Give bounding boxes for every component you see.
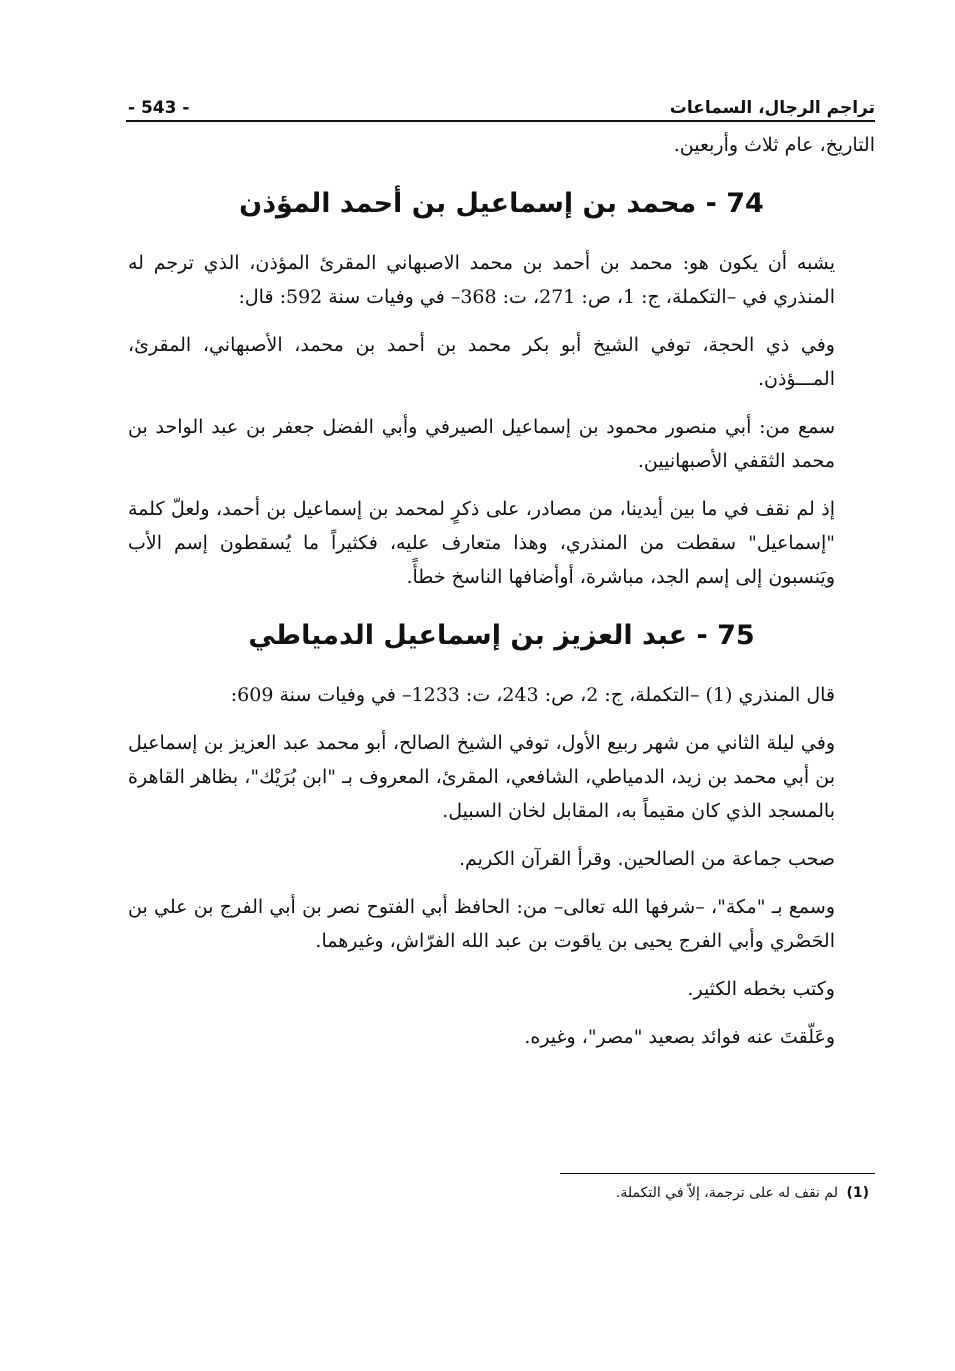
carry-over-line: التاريخ، عام ثلاث وأربعين. <box>673 134 875 156</box>
entry-74-heading: 74 - محمد بن إسماعيل بن أحمد المؤذن <box>239 188 764 219</box>
entry-74-paragraph-2: وفي ذي الحجة، توفي الشيخ أبو بكر محمد بن أحمد بن محمد، الأصبهاني، المقرئ، المـــؤذن. <box>128 334 835 390</box>
running-head <box>128 84 875 118</box>
entry-75-heading: 75 - عبد العزيز بن إسماعيل الدمياطي <box>248 620 755 651</box>
page-body <box>128 122 875 1054</box>
footnote-mark: (1) <box>846 1185 869 1201</box>
entry-74-paragraph-1: يشبه أن يكون هو: محمد بن أحمد بن محمد الاصبهاني المقرئ المؤذن، الذي ترجم له المنذري في –التكملة، ج: 1، ص: 271، ت: 368– في وفيات سنة 592: قال: <box>128 252 835 308</box>
page-number: - 543 - <box>128 98 190 118</box>
running-title: تراجم الرجال، السماعات <box>669 98 875 118</box>
entry-74-paragraph-3: سمع من: أبي منصور محمود بن إسماعيل الصيرفي وأبي الفضل جعفر بن عبد الواحد بن محمد الثقفي الأصبهانيين. <box>128 416 835 472</box>
entry-75-paragraph-4: وسمع بـ "مكة"، –شرفها الله تعالى– من: الحافظ أبي الفتوح نصر بن أبي الفرج بن علي بن الحَصْري وأبي الفرج يحيى بن ياقوت بن عبد الله الفرّاش، وغيرهما. <box>128 896 835 952</box>
entry-75-paragraph-1: قال المنذري (1) –التكملة، ج: 2، ص: 243، ت: 1233– في وفيات سنة 609: <box>230 684 835 706</box>
entry-75-paragraph-6: وعَلّقتَ عنه فوائد بصعيد "مصر"، وغيره. <box>524 1026 835 1048</box>
footnote-rule <box>560 1173 875 1174</box>
footnote <box>128 1182 869 1204</box>
entry-74-paragraph-4: إذ لم نقف في ما بين أيدينا، من مصادر، على ذكرٍ لمحمد بن إسماعيل بن أحمد، ولعلّ كلمة "إسماعيل" سقطت من المنذري، وهذا متعارف عليه، فكثيراً ما يُسقطون إسم الأب ويَنسبون إلى إسم الجد، مباشرة، أوأضافها الناسخ خطأً. <box>128 498 835 588</box>
entry-75-paragraph-2: وفي ليلة الثاني من شهر ربيع الأول، توفي الشيخ الصالح، أبو محمد عبد العزيز بن إسماعيل بن أبي محمد بن زيد، الدمياطي، الشافعي، المقرئ، المعروف بـ "ابن بُرَيْك"، بظاهر القاهرة بالمسجد الذي كان مقيماً به، المقابل لخان السبيل. <box>128 732 835 822</box>
entry-75-paragraph-3: صحب جماعة من الصالحين. وقرأ القرآن الكريم. <box>458 848 835 870</box>
entry-75-paragraph-5: وكتب بخطه الكثير. <box>687 978 835 1000</box>
footnote-text: لم نقف له على ترجمة، إلاّ في التكملة. <box>615 1185 838 1201</box>
